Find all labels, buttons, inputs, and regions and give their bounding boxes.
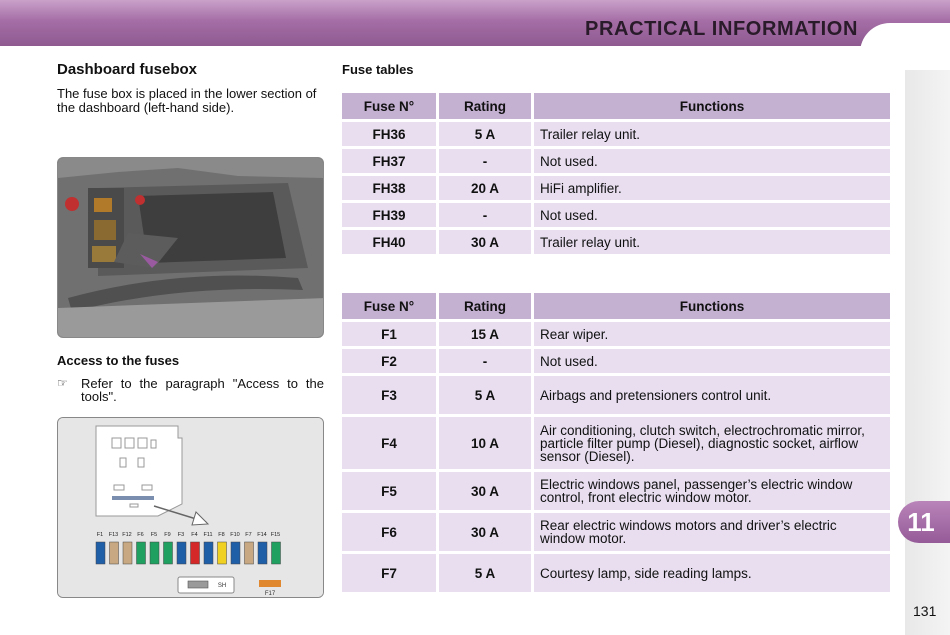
dashboard-photo xyxy=(57,157,324,338)
fuse-tables-title: Fuse tables xyxy=(342,62,414,77)
fuse-rating: 5 A xyxy=(439,376,531,414)
fusebox-diagram-svg xyxy=(58,418,324,598)
table-row xyxy=(342,122,890,146)
fuse-label: F7 xyxy=(245,532,252,538)
table-row xyxy=(342,513,890,551)
column-header-rating: Rating xyxy=(439,93,531,119)
table-row xyxy=(342,349,890,373)
fuse-number: F7 xyxy=(342,554,436,592)
fuse-rating: - xyxy=(439,149,531,173)
access-bullet xyxy=(57,377,324,403)
fuse-function: Rear electric windows motors and driver’s electric window motor. xyxy=(534,513,890,551)
fuse-function: Trailer relay unit. xyxy=(534,230,890,254)
intro-text: The fuse box is placed in the lower section of the dashboard (left-hand side). xyxy=(57,86,317,115)
side-strip xyxy=(905,70,950,635)
fuse-rating: 20 A xyxy=(439,176,531,200)
column-header-functions: Functions xyxy=(534,93,890,119)
sh-label: SH xyxy=(217,583,227,589)
fuse-number: FH40 xyxy=(342,230,436,254)
fuse-shape xyxy=(272,542,281,564)
column-header-fuse: Fuse N° xyxy=(342,93,436,119)
f17-label: F17 xyxy=(264,591,276,597)
header-bar xyxy=(0,0,950,46)
access-title: Access to the fuses xyxy=(57,353,180,368)
page-title: PRACTICAL INFORMATION xyxy=(585,18,858,40)
fuse-rating: - xyxy=(439,203,531,227)
fuse-function: Not used. xyxy=(534,203,890,227)
fuse-number: F1 xyxy=(342,322,436,346)
fuse-label: F4 xyxy=(191,532,198,538)
table-row xyxy=(342,176,890,200)
fuse-label: F11 xyxy=(203,532,213,538)
fuse-label: F15 xyxy=(270,532,281,538)
column-header-rating: Rating xyxy=(439,293,531,319)
fuse-label: F6 xyxy=(137,532,144,538)
fuse-number: FH39 xyxy=(342,203,436,227)
fuse-shape xyxy=(164,542,173,564)
fuse-shape xyxy=(123,542,132,564)
fuse-label: F12 xyxy=(122,532,132,538)
column-header-functions: Functions xyxy=(534,293,890,319)
table-row xyxy=(342,203,890,227)
fuse-table-f xyxy=(339,290,893,595)
table-row xyxy=(342,322,890,346)
section-title: Dashboard fusebox xyxy=(57,61,198,78)
fuse-label: F13 xyxy=(108,532,119,538)
fuse-function: Not used. xyxy=(534,349,890,373)
fuse-function: Not used. xyxy=(534,149,890,173)
fuse-function: HiFi amplifier. xyxy=(534,176,890,200)
dashboard-illustration xyxy=(58,158,324,338)
fuse-rating: - xyxy=(439,349,531,373)
fuse-rating: 5 A xyxy=(439,122,531,146)
table-header-row xyxy=(342,93,890,119)
fuse-shape xyxy=(231,542,240,564)
fuse-number: F4 xyxy=(342,417,436,469)
fuse-rating: 30 A xyxy=(439,513,531,551)
table-row xyxy=(342,554,890,592)
fuse-shape xyxy=(96,542,105,564)
table-header-row xyxy=(342,293,890,319)
fuse-number: FH38 xyxy=(342,176,436,200)
table-row xyxy=(342,149,890,173)
fuse-number: F6 xyxy=(342,513,436,551)
fuse-function: Trailer relay unit. xyxy=(534,122,890,146)
access-text: Refer to the paragraph "Access to the tools". xyxy=(81,376,324,404)
fuse-function: Air conditioning, clutch switch, electrochromatic mirror, particle filter pump (Diesel), diagnostic socket, airflow sensor (Diesel). xyxy=(534,417,890,469)
fuse-label: F3 xyxy=(177,532,185,538)
table-row xyxy=(342,417,890,469)
fuse-label: F8 xyxy=(218,532,225,538)
fuse-rating: 30 A xyxy=(439,230,531,254)
table-row xyxy=(342,230,890,254)
fuse-label: F5 xyxy=(150,532,158,538)
table-row xyxy=(342,376,890,414)
column-header-fuse: Fuse N° xyxy=(342,293,436,319)
fusebox-diagram xyxy=(57,417,324,598)
fuse-rating: 30 A xyxy=(439,472,531,510)
fuse-shape xyxy=(218,542,227,564)
table-row xyxy=(342,472,890,510)
page-number: 131 xyxy=(913,603,937,619)
fuse-label: F1 xyxy=(96,532,104,538)
fuse-function: Courtesy lamp, side reading lamps. xyxy=(534,554,890,592)
fuse-rating: 5 A xyxy=(439,554,531,592)
fuse-shape xyxy=(137,542,146,564)
fuse-label: F10 xyxy=(230,532,240,538)
hand-pointer-icon: ☞ xyxy=(57,376,68,390)
fuse-function: Electric windows panel, passenger’s electric window control, front electric window motor. xyxy=(534,472,890,510)
fuse-shape xyxy=(245,542,254,564)
fuse-function: Airbags and pretensioners control unit. xyxy=(534,376,890,414)
fuse-shape xyxy=(110,542,119,564)
fuse-number: F2 xyxy=(342,349,436,373)
fuse-rating: 15 A xyxy=(439,322,531,346)
fuse-function: Rear wiper. xyxy=(534,322,890,346)
header-curve xyxy=(860,23,950,53)
fuse-rating: 10 A xyxy=(439,417,531,469)
chapter-tab[interactable]: 11 xyxy=(898,501,950,543)
fuse-table-fh xyxy=(339,90,893,257)
fuse-label: F9 xyxy=(164,532,171,538)
fuse-label: F14 xyxy=(257,532,267,538)
fuse-number: F5 xyxy=(342,472,436,510)
fuse-number: FH36 xyxy=(342,122,436,146)
fuse-shape xyxy=(258,542,267,564)
fuse-number: FH37 xyxy=(342,149,436,173)
fuse-shape xyxy=(204,542,213,564)
fuse-shape xyxy=(177,542,186,564)
fuse-shape xyxy=(150,542,159,564)
fuse-shape xyxy=(191,542,200,564)
fuse-number: F3 xyxy=(342,376,436,414)
